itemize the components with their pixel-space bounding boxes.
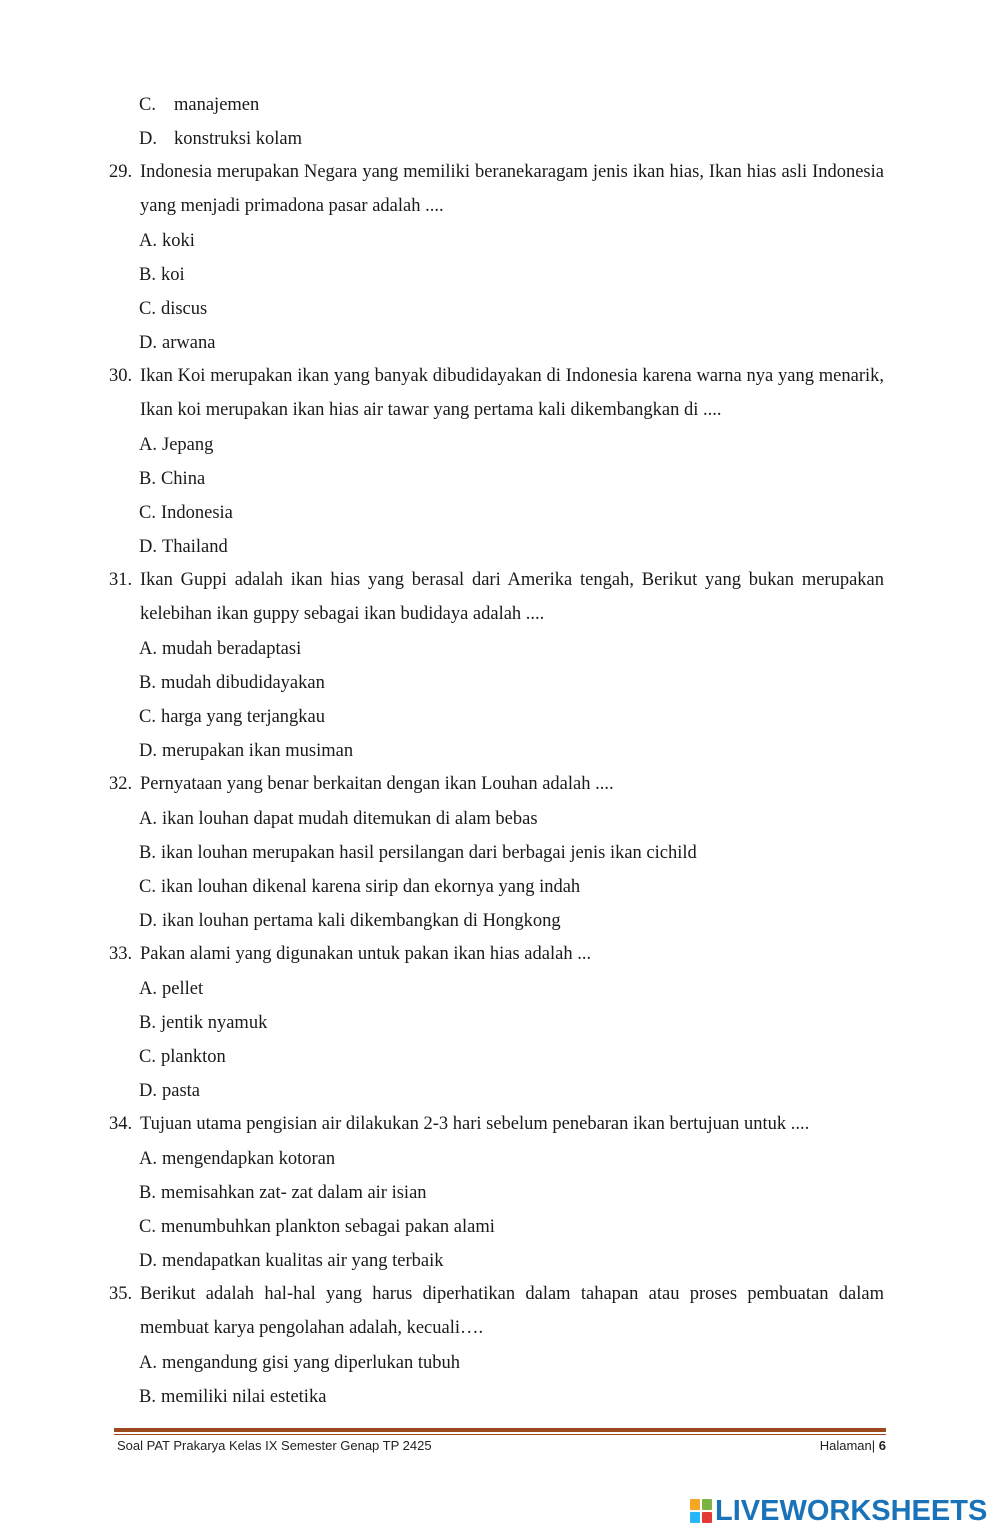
question-text: Indonesia merupakan Negara yang memiliki beranekaragam jenis ikan hias, Ikan hias asli Indonesia yang menjadi primadona pasar adalah .... (140, 162, 884, 216)
option-letter: A. (139, 231, 157, 251)
question-number: 30. (109, 366, 133, 386)
option-item (139, 672, 325, 694)
option-letter: B. (139, 1013, 156, 1033)
option-text: mengandung gisi yang diperlukan tubuh (162, 1353, 461, 1373)
option-letter: D. (139, 1251, 157, 1271)
option-item (139, 808, 538, 830)
option-item (139, 1012, 267, 1034)
option-letter: D. (139, 537, 157, 557)
question-number: 29. (109, 162, 133, 182)
option-letter: A. (139, 1353, 157, 1373)
option-letter: B. (139, 469, 156, 489)
option-text: memisahkan zat- zat dalam air isian (160, 1183, 427, 1203)
option-letter: B. (139, 265, 156, 285)
option-item (139, 910, 561, 932)
option-letter: A. (139, 639, 157, 659)
option-letter: A. (139, 435, 157, 455)
option-text: Jepang (162, 435, 214, 455)
option-letter: C. (139, 877, 156, 897)
option-item (139, 1046, 226, 1068)
option-item (139, 1386, 326, 1408)
option-letter: C. (139, 299, 156, 319)
question-number: 34. (109, 1114, 133, 1134)
option-text: pasta (162, 1081, 201, 1101)
option-item (139, 1216, 495, 1238)
option-letter: A. (139, 809, 157, 829)
option-text: menumbuhkan plankton sebagai pakan alami (160, 1217, 495, 1237)
option-letter: B. (139, 843, 156, 863)
question-text: Ikan Guppi adalah ikan hias yang berasal dari Amerika tengah, Berikut yang bukan merupakan kelebihan ikan guppy sebagai ikan budidaya adalah .... (140, 570, 884, 624)
option-item (139, 876, 580, 898)
question-number: 31. (109, 570, 133, 590)
option-letter: B. (139, 1183, 156, 1203)
option-text: mudah dibudidayakan (160, 673, 325, 693)
option-item (139, 128, 302, 150)
option-item (139, 94, 259, 116)
option-text: ikan louhan dapat mudah ditemukan di alam bebas (162, 809, 538, 829)
option-text: koi (160, 265, 185, 285)
option-letter: C. (139, 1047, 156, 1067)
footer-title: Soal PAT Prakarya Kelas IX Semester Genap TP 2425 (117, 1438, 432, 1453)
option-item (139, 1182, 427, 1204)
option-text: pellet (162, 979, 204, 999)
option-letter: B. (139, 673, 156, 693)
option-item (139, 1250, 444, 1272)
liveworksheets-icon (690, 1499, 712, 1523)
question-number: 35. (109, 1284, 133, 1304)
option-text: jentik nyamuk (160, 1013, 268, 1033)
question-text: Tujuan utama pengisian air dilakukan 2-3 hari sebelum penebaran ikan bertujuan untuk .... (140, 1114, 810, 1134)
option-item (139, 740, 353, 762)
option-letter: C. (139, 707, 156, 727)
question-text: Berikut adalah hal-hal yang harus diperhatikan dalam tahapan atau proses pembuatan dalam membuat karya pengolahan adalah, kecuali…. (140, 1284, 884, 1338)
option-item (139, 502, 233, 524)
option-letter: D. (139, 741, 157, 761)
option-text: discus (160, 299, 208, 319)
option-item (139, 332, 215, 354)
option-letter: C. (139, 1217, 156, 1237)
page-number-value: 6 (878, 1438, 886, 1453)
option-text: Indonesia (160, 503, 233, 523)
option-item (139, 264, 185, 286)
option-item (139, 434, 213, 456)
option-item (139, 978, 203, 1000)
option-item (139, 468, 205, 490)
liveworksheets-logo[interactable] (690, 1494, 987, 1528)
option-text: ikan louhan dikenal karena sirip dan ekornya yang indah (160, 877, 581, 897)
option-item (139, 1148, 335, 1170)
question-text: Pakan alami yang digunakan untuk pakan ikan hias adalah ... (140, 944, 592, 964)
option-letter: B. (139, 1387, 156, 1407)
footer-divider-thin (114, 1434, 886, 1435)
question-number: 33. (109, 944, 133, 964)
option-letter: A. (139, 1149, 157, 1169)
option-letter: A. (139, 979, 157, 999)
option-text: mendapatkan kualitas air yang terbaik (162, 1251, 444, 1271)
option-text: merupakan ikan musiman (162, 741, 354, 761)
option-text: mudah beradaptasi (162, 639, 302, 659)
option-letter: D. (139, 129, 157, 149)
option-item (139, 638, 301, 660)
question-text: Pernyataan yang benar berkaitan dengan ikan Louhan adalah .... (140, 774, 614, 794)
option-text: koki (162, 231, 195, 251)
option-letter: D. (139, 1081, 157, 1101)
option-text: harga yang terjangkau (160, 707, 326, 727)
option-item (139, 230, 195, 252)
question-text: Ikan Koi merupakan ikan yang banyak dibudidayakan di Indonesia karena warna nya yang menarik, Ikan koi merupakan ikan hias air tawar yang pertama kali dikembangkan di .... (140, 366, 884, 420)
option-letter: D. (139, 333, 157, 353)
option-item (139, 1352, 460, 1374)
option-item (139, 536, 228, 558)
option-text: ikan louhan merupakan hasil persilangan dari berbagai jenis ikan cichild (160, 843, 697, 863)
option-text: manajemen (174, 95, 260, 115)
option-text: plankton (160, 1047, 226, 1067)
option-item (139, 1080, 200, 1102)
option-text: konstruksi kolam (174, 129, 302, 149)
footer-divider (114, 1428, 886, 1432)
option-text: memiliki nilai estetika (160, 1387, 327, 1407)
option-letter: C. (139, 503, 156, 523)
option-item (139, 298, 207, 320)
option-text: ikan louhan pertama kali dikembangkan di Hongkong (162, 911, 561, 931)
option-item (139, 706, 325, 728)
option-text: Thailand (162, 537, 228, 557)
option-text: mengendapkan kotoran (162, 1149, 336, 1169)
option-text: arwana (162, 333, 216, 353)
page-label: Halaman| (819, 1438, 876, 1453)
brand-name: LIVEWORKSHEETS (715, 1494, 988, 1527)
option-letter: D. (139, 911, 157, 931)
question-number: 32. (109, 774, 133, 794)
page-number (820, 1438, 886, 1454)
option-text: China (160, 469, 206, 489)
option-letter: C. (139, 95, 156, 115)
option-item (139, 842, 697, 864)
